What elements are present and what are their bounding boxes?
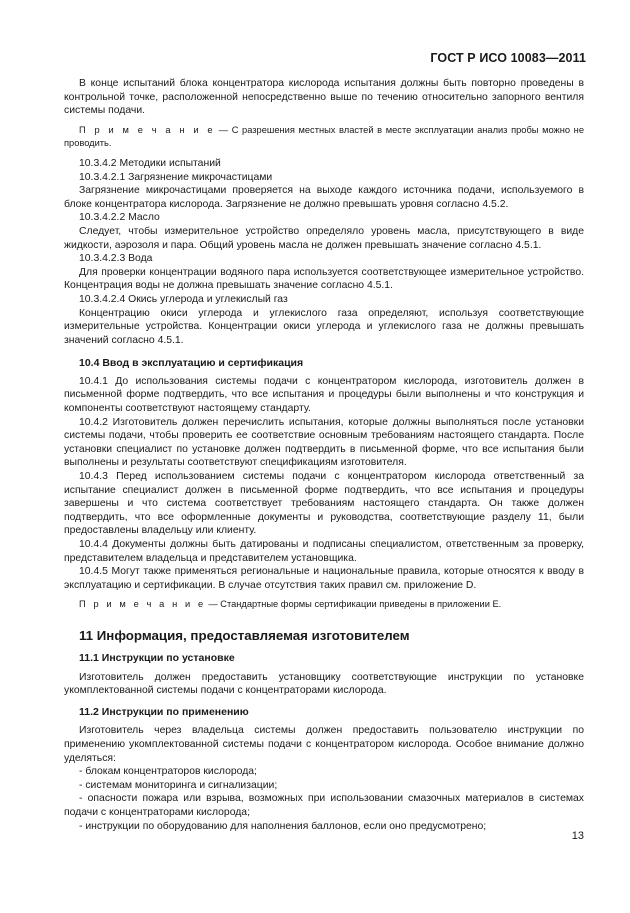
intro-paragraph-line: контрольной точке, расположенной непосредственно выше по течению относительно запорного вентиля (64, 91, 584, 103)
section-title-11: 11 Информация, предоставляемая изготовителем (79, 627, 410, 643)
clause-text-10-4-4: 10.4.4 Документы должны быть датированы и подписаны специалистом, ответственным за проверку, представителем владельца и представителем установщика. (64, 539, 584, 564)
clause-heading-10-3-4-2-3: 10.3.4.2.3 Вода (79, 253, 153, 265)
section-heading-10-4: 10.4 Ввод в эксплуатацию и сертификация (79, 357, 304, 370)
clause-text-10-4-1: 10.4.1 До использования системы подачи с концентратором кислорода, изготовитель должен в письменной форме подтвердить, что все испытания и процедуры были выполнены и что конструкция и компоненты соответствуют настоящему стандарту. (64, 375, 584, 415)
intro-paragraph-line: В конце испытаний блока концентратора кислорода испытания должны быть повторно проведены в (79, 78, 584, 89)
clause-heading-10-3-4-2-1: 10.3.4.2.1 Загрязнение микрочастицами (79, 171, 273, 183)
clause-text-10-3-4-2-2: Следует, чтобы измерительное устройство определяло уровень масла, присутствующего в виде жидкости, аэрозоля и пара. Общий уровень масла не должен превышать значение согласно 4.5.1. (64, 225, 584, 251)
note-label: П р и м е ч а н и е (79, 599, 206, 610)
page-number: 13 (571, 830, 584, 842)
note-1 (64, 124, 584, 151)
clause-heading-10-3-4-2-2: 10.3.4.2.2 Масло (79, 212, 160, 224)
note-2 (64, 598, 584, 612)
page-content (64, 77, 584, 833)
clause-text-10-4-5: 10.4.5 Могут также применяться региональные и национальные правила, которые относятся к вводу в эксплуатацию и сертификации. В случае отсутствия таких правил см. приложение D. (64, 566, 584, 591)
clause-text-10-4-2: 10.4.2 Изготовитель должен перечислить испытания, которые должны выполняться после установки системы подачи, чтобы проверить ее соответствие основным требованиям настоящего стандарта. После установки специалист по установке должен подтвердить в письменной форме, что все испытания были выполнены и результаты соответствуют спецификациям изготовителя. (64, 416, 584, 469)
intro-paragraph-line: системы подачи. (64, 105, 146, 117)
subsection-heading-11-2: 11.2 Инструкции по применению (79, 705, 249, 718)
subsection-heading-11-1: 11.1 Инструкции по установке (79, 651, 235, 664)
clause-text-10-4-3: 10.4.3 Перед использованием системы подачи с концентратором кислорода ответственный за испытание специалист должен в письменной форме подтвердить, что все испытания и процедуры завершены и что система соответствует требованиям настоящего стандарта. Он также должен подтвердить, что все оформленные документы и руководства, соответствующие разделу 11, были предоставлены владельцу или клиенту. (64, 471, 584, 537)
list-item: - системам мониторинга и сигнализации; (79, 779, 278, 791)
note-text: — Стандартные формы сертификации приведены в приложении E. (205, 599, 502, 610)
clause-text-10-3-4-2-1: Загрязнение микрочастицами проверяется на выходе каждого источника подачи, используемого в блоке концентратора кислорода. Загрязнение не должно превышать уровня согласно 4.5.2. (64, 185, 584, 210)
standard-header: ГОСТ Р ИСО 10083—2011 (430, 51, 586, 65)
clause-text-10-3-4-2-3: Для проверки концентрации водяного пара используется соответствующее измерительное устройство. Концентрация воды не должна превышать значение согласно 4.5.1. (64, 266, 584, 292)
clause-text-10-3-4-2-4: Концентрацию окиси углерода и углекислого газа определяют, используя соответствующие измерительные устройства. Концентрации окиси углерода и углекислого газа не должны превышать значений согласно 4.5.1. (64, 307, 584, 346)
clause-text-11-1: Изготовитель должен предоставить установщику соответствующие инструкции по установке укомплектованной системы подачи с концентраторами кислорода. (64, 671, 584, 697)
clause-heading-10-3-4-2-4: 10.3.4.2.4 Окись углерода и углекислый газ (79, 293, 288, 305)
note-label: П р и м е ч а н и е (79, 124, 216, 135)
clause-text-11-2: Изготовитель через владельца системы должен предоставить пользователю инструкции по применению укомплектованной системы подачи с концентратором кислорода. Особое внимание должно уделяться: (64, 725, 584, 764)
list-item: - блокам концентраторов кислорода; (79, 766, 257, 778)
list-item: - инструкции по оборудованию для наполнения баллонов, если оно предусмотрено; (79, 820, 487, 832)
note-text: — С разрешения местных властей в месте эксплуатации анализ пробы можно не проводить. (64, 124, 584, 149)
clause-heading-10-3-4-2: 10.3.4.2 Методики испытаний (79, 157, 221, 169)
list-item: - опасности пожара или взрыва, возможных при использовании смазочных материалов в системах подачи с концентраторами кислорода; (64, 793, 584, 818)
